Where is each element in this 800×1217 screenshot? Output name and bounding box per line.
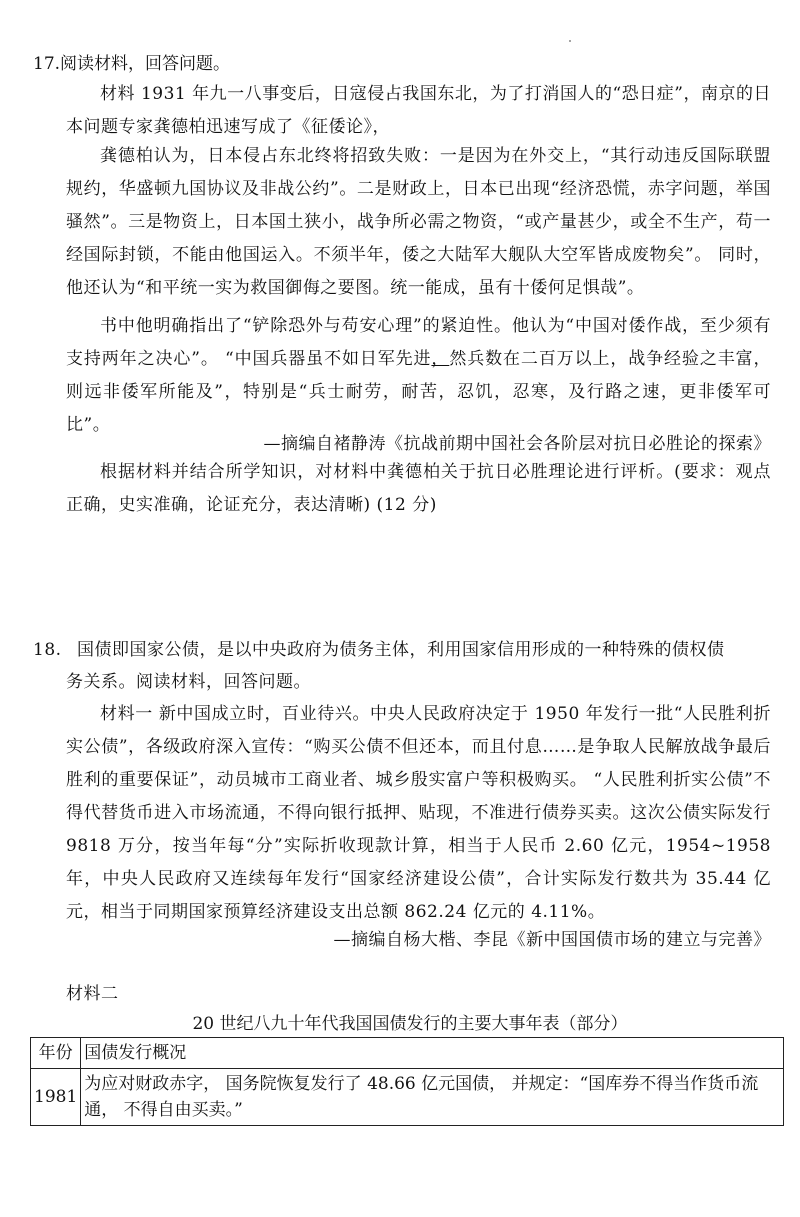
table-header-row xyxy=(31,1038,784,1069)
question-18-intro-continued: 务关系。阅读材料，回答问题。 xyxy=(66,672,311,692)
question-17-paragraph-3 xyxy=(66,310,771,442)
row-description: 为应对财政赤字， 国务院恢复发行了 48.66 亿元国债， 并规定：“国库券不得当作货币流通， 不得自由买卖。” xyxy=(81,1069,784,1126)
para3-part-a: 书中他明确指出了“铲除恐外与苟安心理”的紧迫性。他认为“中国对倭作战，至少须有支持两年之决心”。 “中国兵器虽不如日军先进 xyxy=(66,316,771,369)
para3-underlined-mark: ， xyxy=(431,349,450,369)
question-17-paragraph-2: 龚德柏认为，日本侵占东北终将招致失败：一是因为在外交上，“其行动违反国际联盟规约，华盛顿九国协议及非战公约”。二是财政上，日本已出现“经济恐慌，赤字问题，举国骚然”。三是物资上，日本国土狭小，战争所必需之物资，“或产量甚少，或全不生产，苟一经国际封锁，不能由他国运入。不须半年，倭之大陆军大舰队大空军皆成废物矣”。 同时，他还认为“和平统一实为救国御侮之要图。统一能成，虽有十倭何足惧哉”。 xyxy=(66,146,771,298)
para3-part-b: 然兵数在二百万以上，战争经验之丰富，则远非倭军所能及”，特别是“兵士耐劳，耐苦，忍饥，忍寒，及行路之速，更非倭军可比”。 xyxy=(66,349,772,435)
question-18-material-2-label: 材料二 xyxy=(66,984,119,1004)
scan-speck xyxy=(569,40,571,42)
question-18-number: 18. xyxy=(33,640,62,660)
header-overview: 国债发行概况 xyxy=(81,1038,784,1069)
table-row xyxy=(31,1069,784,1126)
question-18-source: —摘编自杨大楷、李昆《新中国国债市场的建立与完善》 xyxy=(333,930,771,950)
question-17-heading: 17.阅读材料，回答问题。 xyxy=(33,54,231,74)
row-year: 1981 xyxy=(31,1069,81,1126)
header-year: 年份 xyxy=(31,1038,81,1069)
question-18-intro xyxy=(33,634,773,667)
question-18-material-1: 材料一 新中国成立时，百业待兴。中央人民政府决定于 1950 年发行一批“人民胜利折实公债”，各级政府深入宣传：“购买公债不但还本，而且付息……是争取人民解放战争最后胜利的重要保证”，动员城市工商业者、城乡殷实富户等积极购买。 “人民胜利折实公债”不得代替货币进入市场流通，不得向银行抵押、贴现，不准进行债券买卖。这次公债实际发行 9818 万分，按当年每“分”实际折收现款计算，相当于人民币 2.60 亿元，1954~1958 年，中央人民政府又连续每年发行“国家经济建设公债”，合计实际发行数共为 35.44 亿元，相当于同期国家预算经济建设支出总额 862.24 亿元的 4.11%。 xyxy=(66,704,771,922)
bond-events-table xyxy=(30,1037,784,1126)
question-18-intro-first-line: 国债即国家公债，是以中央政府为债务主体，利用国家信用形成的一种特殊的债权债 xyxy=(77,640,725,660)
question-17-task: 根据材料并结合所学知识，对材料中龚德柏关于抗日必胜理论进行评析。(要求：观点正确，史实准确，论证充分，表达清晰) (12 分) xyxy=(66,462,771,515)
table-title: 20 世纪八九十年代我国国债发行的主要大事年表（部分） xyxy=(192,1014,628,1034)
question-17-source: —摘编自褚静涛《抗战前期中国社会各阶层对抗日必胜论的探索》 xyxy=(263,434,771,454)
question-17-material-intro: 材料 1931 年九一八事变后，日寇侵占我国东北，为了打消国人的“恐日症”，南京的日本问题专家龚德柏迅速写成了《征倭论》， xyxy=(66,84,771,137)
